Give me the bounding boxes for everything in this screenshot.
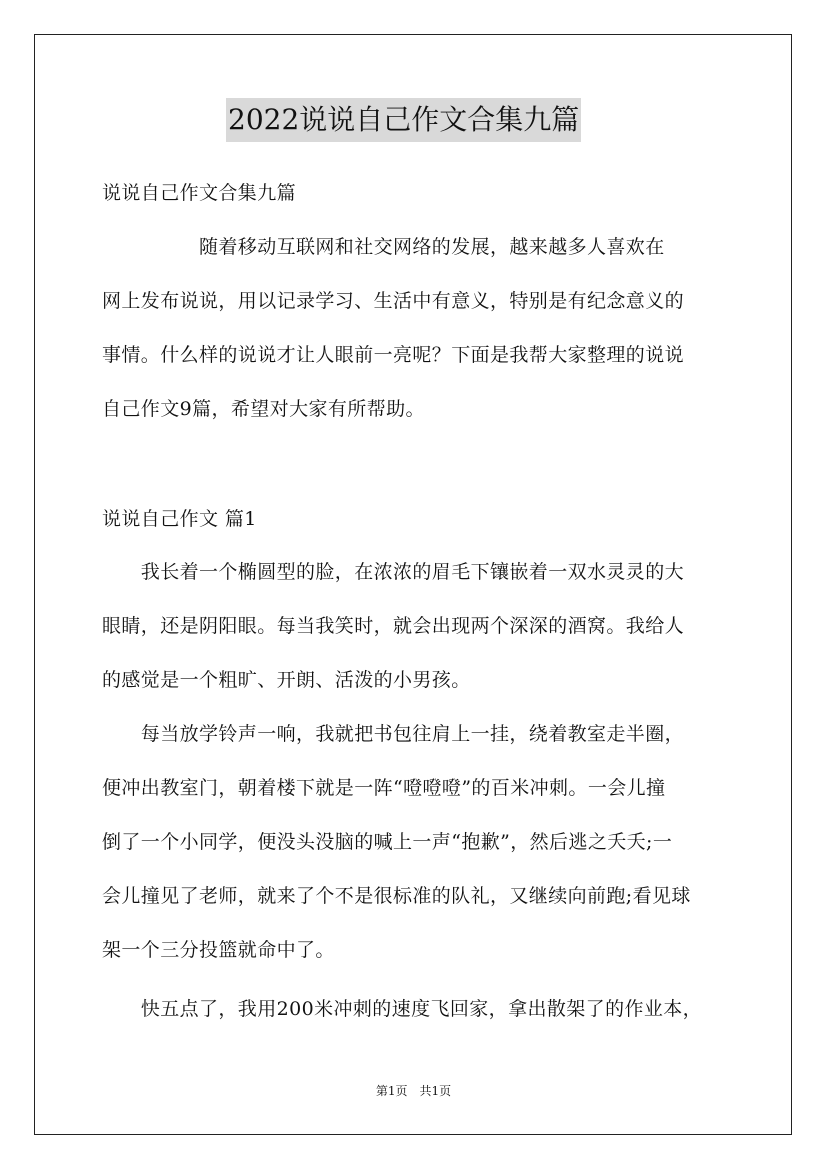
paragraph-line: 倒了一个小同学，便没头没脑的喊上一声“抱歉”，然后逃之夭夭;一 xyxy=(102,831,673,853)
paragraph-line: 随着移动互联网和社交网络的发展，越来越多人喜欢在 xyxy=(102,236,665,258)
document-title: 2022说说自己作文合集九篇 xyxy=(226,98,581,142)
paragraph-line: 会儿撞见了老师，就来了个不是很标准的队礼，又继续向前跑;看见球 xyxy=(102,885,691,907)
subtitle-line: 说说自己作文合集九篇 xyxy=(102,182,297,204)
paragraph-line: 网上发布说说，用以记录学习、生活中有意义，特别是有纪念意义的 xyxy=(102,290,685,312)
paragraph-line: 的感觉是一个粗旷、开朗、活泼的小男孩。 xyxy=(102,669,471,691)
paragraph-line: 每当放学铃声一响，我就把书包往肩上一挂，绕着教室走半圈， xyxy=(102,723,685,745)
paragraph-line: 事情。什么样的说说才让人眼前一亮呢？下面是我帮大家整理的说说 xyxy=(102,344,685,366)
paragraph-line: 眼睛，还是阴阳眼。每当我笑时，就会出现两个深深的酒窝。我给人 xyxy=(102,615,685,637)
paragraph-line: 架一个三分投篮就命中了。 xyxy=(102,939,335,961)
section-heading: 说说自己作文 篇1 xyxy=(102,508,257,530)
paragraph-line: 自己作文9篇，希望对大家有所帮助。 xyxy=(102,398,425,420)
page-footer: 第1页 共1页 xyxy=(375,1084,452,1098)
paragraph-line: 便冲出教室门，朝着楼下就是一阵“噔噔噔”的百米冲刺。一会儿撞 xyxy=(102,777,666,799)
paragraph-line: 我长着一个椭圆型的脸，在浓浓的眉毛下镶嵌着一双水灵灵的大 xyxy=(102,561,685,583)
paragraph-line: 快五点了，我用200米冲刺的速度飞回家，拿出散架了的作业本， xyxy=(102,998,703,1020)
